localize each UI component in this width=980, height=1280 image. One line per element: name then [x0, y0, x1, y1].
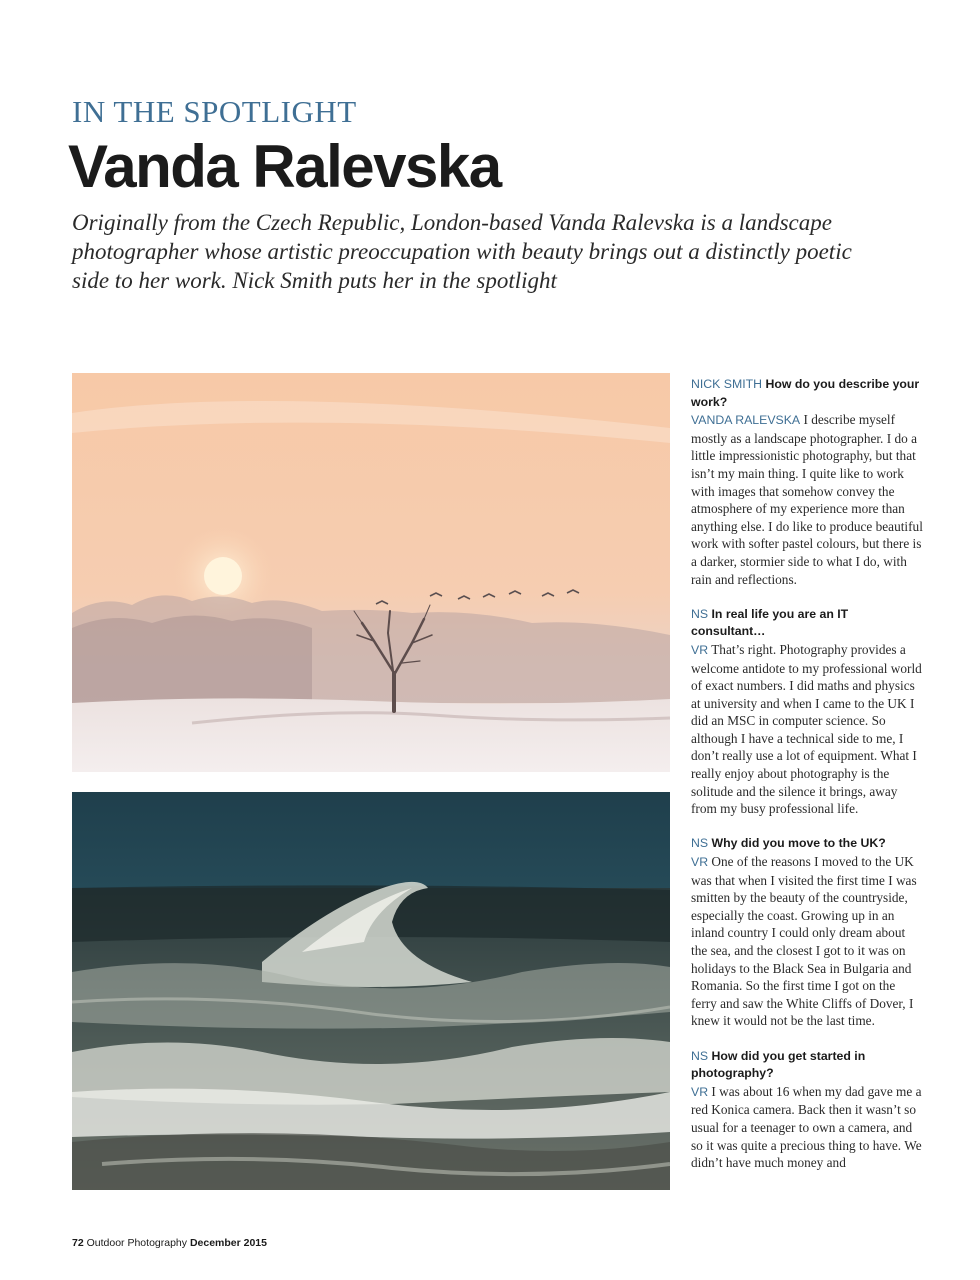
question-text: Why did you move to the UK?: [711, 836, 886, 851]
interviewee-tag: VR: [691, 1084, 709, 1099]
page-number: 72: [72, 1237, 84, 1249]
question-text: How did you get started in photography?: [691, 1048, 866, 1081]
answer-text: That’s right. Photography provides a welcome antidote to my professional world of exact numbers. I did maths and physics at university and when I came to the UK I did an MSC in computer science. So although I have a technical side to me, I don’t really use a lot of equipment. What I really enjoy about photography is the solitude and the silence it brings, away from my busy professional life.: [691, 641, 922, 817]
interviewee-tag: VR: [691, 855, 709, 870]
article-standfirst: Originally from the Czech Republic, London-based Vanda Ralevska is a landscape photographer whose artistic preoccupation with beauty brings out a distinctly poetic side to her work. Nick Smith puts her in the spotlight: [72, 210, 852, 293]
article-title: Vanda Ralevska: [68, 133, 501, 200]
qa-block: [691, 606, 923, 818]
winter-sunrise-photo: [72, 373, 670, 772]
qa-block: [691, 835, 923, 1030]
question: [691, 1048, 923, 1083]
section-kicker: IN THE SPOTLIGHT: [72, 94, 357, 129]
page-footer: [72, 1237, 267, 1249]
answer-text: I describe myself mostly as a landscape photographer. I do a little impressionistic photography, but that isn’t my main thing. I quite like to work with images that somehow convey the atmosphere of my experience more than anything else. I do like to produce beautiful work with softer pastel colours, but there is a darker, stormier side to what I do, with rain and reflections.: [691, 412, 923, 587]
answer-text: One of the reasons I moved to the UK was that when I visited the first time I was smitten by the beauty of the countryside, especially the coast. Growing up in an inland country I could only dream about the sea, and the closest I got to it was on holidays to the Black Sea in Bulgaria and Romania. So the first time I got on the ferry and saw the White Cliffs of Dover, I knew it would not be the last time.: [691, 854, 917, 1029]
answer: [691, 411, 923, 588]
question: [691, 376, 923, 411]
interviewee-tag: VR: [691, 642, 709, 657]
interviewer-tag: NS: [691, 606, 709, 621]
qa-block: [691, 1048, 923, 1172]
interviewer-tag: NS: [691, 836, 709, 851]
magazine-name: Outdoor Photography: [86, 1237, 188, 1249]
interviewer-tag: NICK SMITH: [691, 377, 763, 391]
interviewee-tag: VANDA RALEVSKA: [691, 413, 801, 428]
interviewer-tag: NS: [691, 1048, 709, 1063]
question: [691, 835, 923, 853]
answer-text: I was about 16 when my dad gave me a red Konica camera. Back then it wasn’t so usual for a teenager to own a camera, and so it was quite a precious thing to have. We didn’t have much money and: [691, 1083, 922, 1171]
question-text: How do you describe your work?: [691, 377, 920, 409]
issue-date: December 2015: [189, 1237, 267, 1249]
stormy-sea-photo: [72, 792, 670, 1190]
sun-icon: [204, 557, 242, 595]
qa-block: [691, 376, 923, 588]
answer: [691, 853, 923, 1030]
answer: [691, 1083, 923, 1172]
question-text: In real life you are an IT consultant…: [691, 606, 849, 639]
answer: [691, 641, 923, 818]
interview-column: [691, 376, 923, 1189]
question: [691, 606, 923, 641]
